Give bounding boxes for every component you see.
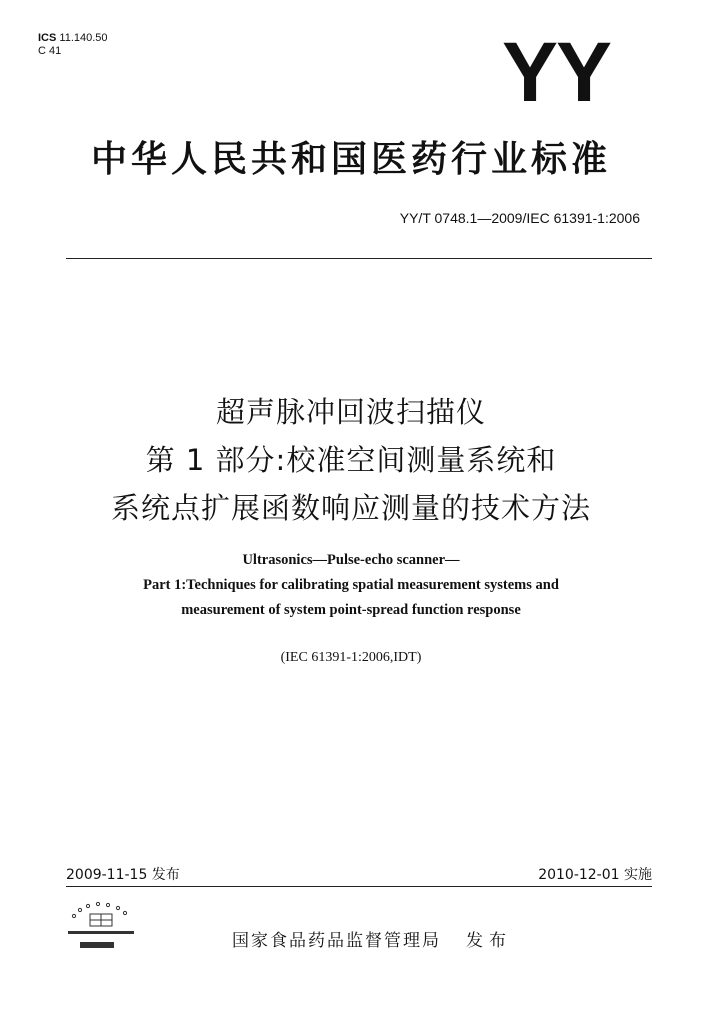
industry-standard-heading: 中华人民共和国医药行业标准 (90, 139, 611, 180)
standard-number: YY/T 0748.1—2009/IEC 61391-1:2006 (399, 210, 640, 226)
issuing-authority: 国家食品药品监督管理局 (232, 931, 441, 951)
issue-date: 2009-11-15 发布 (66, 867, 180, 883)
implementation-date: 2010-12-01 实施 (538, 867, 652, 883)
title-cn-line-3: 系统点扩展函数响应测量的技术方法 (110, 491, 591, 525)
title-cn-line-2: 第 1 部分:校准空间测量系统和 (145, 443, 557, 477)
issuer-seal-icon (58, 900, 148, 960)
title-en-line-2: Part 1:Techniques for calibrating spatial measurement systems and (143, 577, 559, 593)
ccs-code: C 41 (38, 45, 62, 57)
title-cn-line-1: 超声脉冲回波扫描仪 (215, 395, 486, 429)
ics-code: 11.140.50 (59, 32, 108, 44)
yy-logo: YY (501, 25, 610, 119)
classification-codes (38, 32, 108, 58)
title-en-line-1: Ultrasonics—Pulse-echo scanner— (242, 552, 460, 568)
footer-divider (66, 886, 652, 887)
ics-label: ICS (38, 32, 57, 44)
adoption-note: (IEC 61391-1:2006,IDT) (280, 650, 422, 665)
title-en-line-3: measurement of system point-spread function response (181, 602, 521, 618)
issue-verb: 发布 (466, 931, 512, 951)
header-divider (66, 258, 652, 259)
